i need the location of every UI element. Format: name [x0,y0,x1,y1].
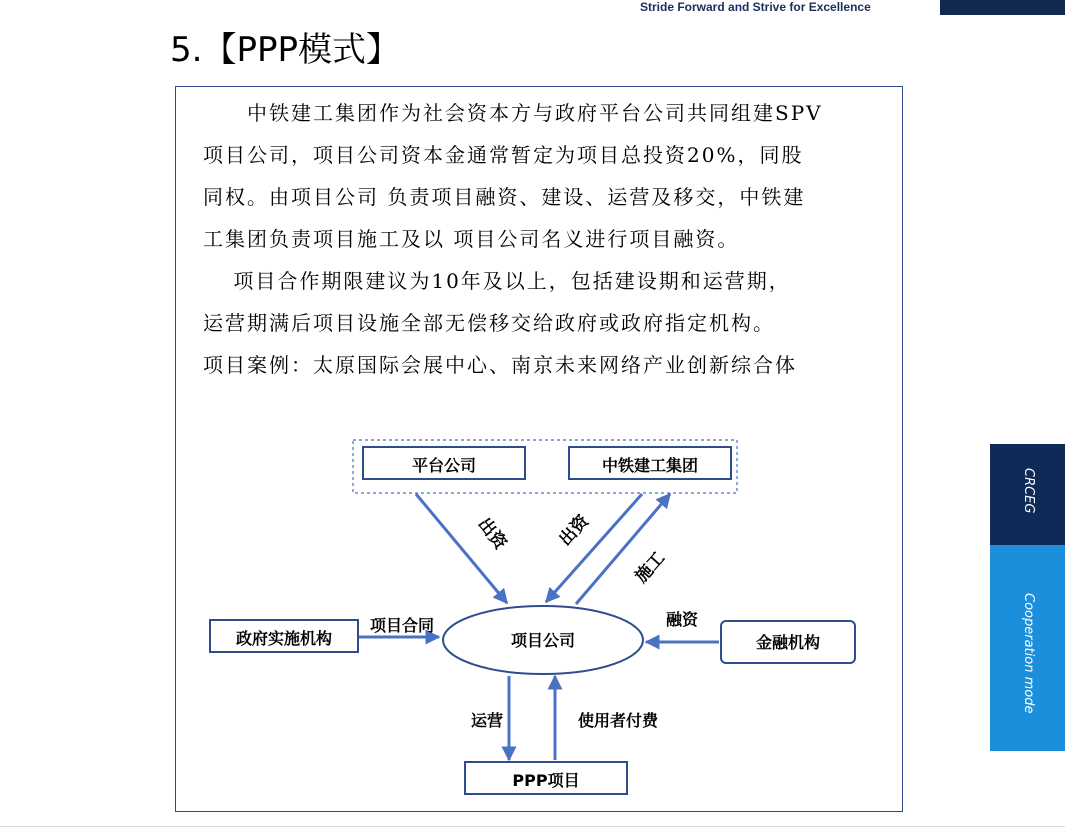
paragraph-line: 项目合作期限建议为10年及以上，包括建设期和运营期， [203,269,791,293]
sidebar-tab-cooperation-mode [990,545,1065,751]
sidebar-tab-crceg [990,444,1065,545]
page-title: 5.【PPP模式】 [170,30,400,70]
crceg-invest-arrow [546,494,642,602]
platform-company-label: 平台公司 [411,456,477,475]
gov-agency-label: 政府实施机构 [235,629,333,648]
paragraph-line: 项目案例：太原国际会展中心、南京未来网络产业创新综合体 [203,353,797,377]
ppp-project-label: PPP项目 [512,771,580,790]
paragraph-line: 运营期满后项目设施全部无偿移交给政府或政府指定机构。 [203,311,775,335]
construction-arrow [576,494,670,604]
financing-label: 融资 [665,610,699,629]
sidebar-tab-crceg-label: CRCEG [1021,468,1036,514]
spv-label: 项目公司 [510,631,576,650]
operation-label: 运营 [470,711,504,730]
bottom-divider [0,826,1065,827]
sidebar-tab-cooperation-label: Cooperation mode [1021,593,1036,714]
financial-institution-label: 金融机构 [755,633,821,652]
platform-invest-label: 出资 [473,514,511,554]
construction-label: 施工 [631,548,670,587]
paragraph-line: 中铁建工集团作为社会资本方与政府平台公司共同组建SPV [203,101,823,125]
crceg-invest-label: 出资 [555,511,594,550]
header-tagline: Stride Forward and Strive for Excellence [640,0,871,14]
paragraph-line: 工集团负责项目施工及以 项目公司名义进行项目融资。 [203,227,740,251]
user-pay-label: 使用者付费 [577,711,659,730]
paragraph-line: 项目公司，项目公司资本金通常暂定为项目总投资20%，同股 [203,143,804,167]
crceg-label: 中铁建工集团 [601,456,699,475]
paragraph-line: 同权。由项目公司 负责项目融资、建设、运营及移交，中铁建 [203,185,806,209]
contract-label: 项目合同 [369,616,435,635]
